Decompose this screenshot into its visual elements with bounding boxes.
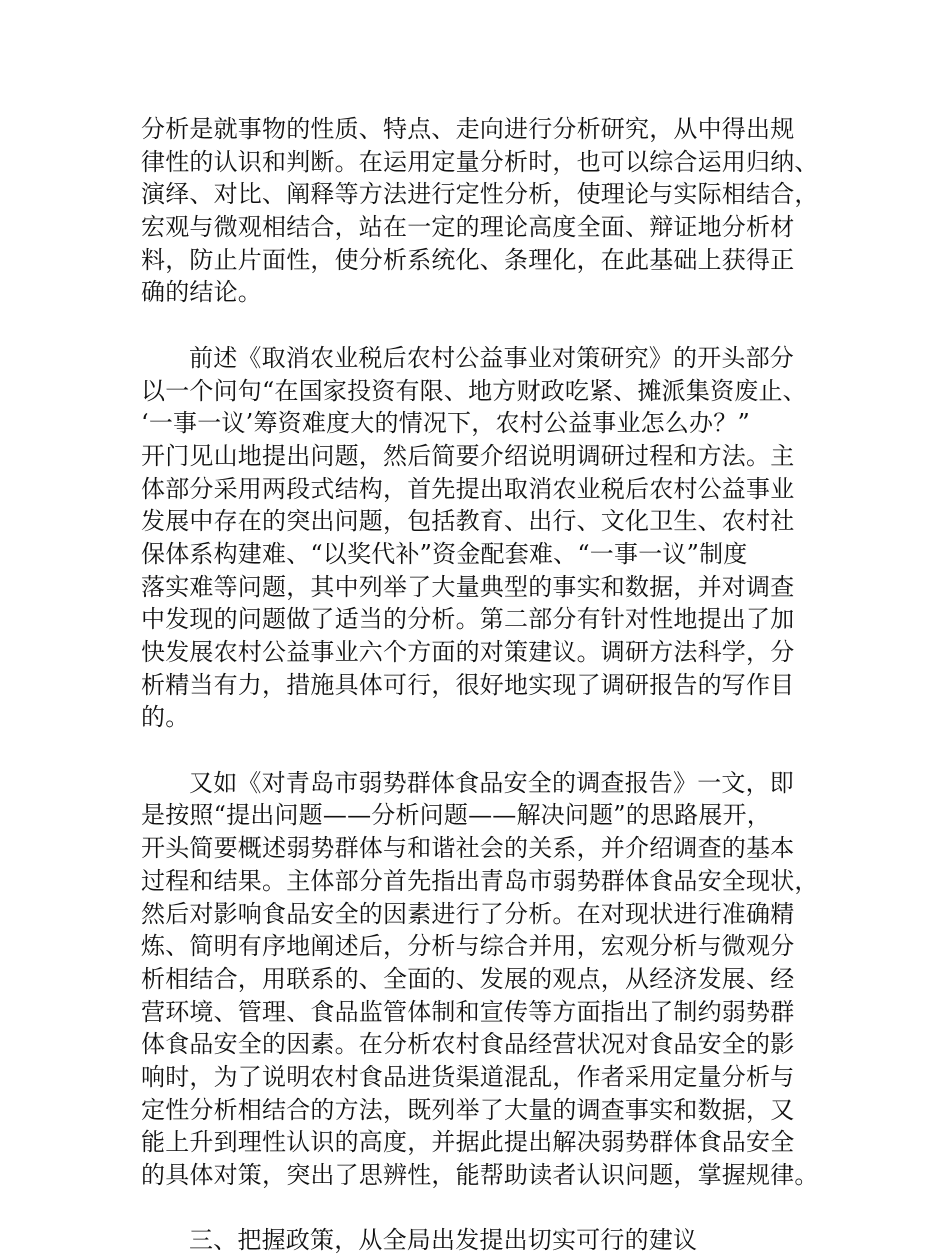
paragraph-1 (141, 113, 831, 309)
paragraph-2 (141, 342, 831, 734)
section-heading (141, 1224, 831, 1257)
text-line: 律性的认识和判断。在运用定量分析时，也可以综合运用归纳、 (141, 147, 819, 176)
text-line: 以一个问句“在国家投资有限、地方财政吃紧、摊派集资废止、 (141, 376, 807, 405)
text-line: 开门见山地提出问题，然后简要介绍说明调研过程和方法。主 (141, 441, 795, 470)
text-line: 营环境、管理、食品监管体制和宣传等方面指出了制约弱势群 (141, 997, 795, 1026)
text-line: 炼、简明有序地阐述后，分析与综合并用，宏观分析与微观分 (141, 932, 795, 961)
text-line: 快发展农村公益事业六个方面的对策建议。调研方法科学，分 (141, 638, 795, 666)
text-line: ‘一事一议’筹资难度大的情况下，农村公益事业怎么办？” (141, 409, 750, 438)
text-line: 发展中存在的突出问题，包括教育、出行、文化卫生、农村社 (141, 507, 795, 536)
text-line: 析相结合，用联系的、全面的、发展的观点，从经济发展、经 (141, 964, 795, 993)
text-line: 开头简要概述弱势群体与和谐社会的关系，并介绍调查的基本 (141, 834, 795, 863)
text-line: 又如《对青岛市弱势群体食品安全的调查报告》一文，即 (189, 768, 794, 797)
text-line: 保体系构建难、“以奖代补”资金配套难、“一事一议”制度 (141, 539, 748, 568)
text-line: 能上升到理性认识的高度，并据此提出解决弱势群体食品安全 (141, 1128, 795, 1157)
text-line: 宏观与微观相结合，站在一定的理论高度全面、辩证地分析材 (141, 213, 795, 242)
text-line: 响时，为了说明农村食品进货渠道混乱，作者采用定量分析与 (141, 1062, 795, 1091)
text-line: 料，防止片面性，使分析系统化、条理化，在此基础上获得正 (141, 245, 795, 274)
text-line: 演绎、对比、阐释等方法进行定性分析，使理论与实际相结合， (141, 180, 819, 209)
text-line: 落实难等问题，其中列举了大量典型的事实和数据，并对调查 (141, 572, 795, 601)
text-line: 析精当有力，措施具体可行，很好地实现了调研报告的写作目 (141, 670, 795, 699)
section-heading-text: 三、把握政策，从全局出发提出切实可行的建议 (189, 1226, 698, 1255)
document-body (141, 113, 831, 1257)
text-line: 体部分采用两段式结构，首先提出取消农业税后农村公益事业 (141, 474, 795, 503)
text-line: 的。 (141, 703, 190, 732)
text-line: 确的结论。 (141, 278, 262, 307)
text-line: 体食品安全的因素。在分析农村食品经营状况对食品安全的影 (141, 1030, 795, 1059)
text-line: 定性分析相结合的方法，既列举了大量的调查事实和数据，又 (141, 1095, 795, 1124)
text-line: 过程和结果。主体部分首先指出青岛市弱势群体食品安全现状， (141, 866, 819, 895)
text-line: 中发现的问题做了适当的分析。第二部分有针对性地提出了加 (141, 605, 795, 634)
paragraph-3 (141, 767, 831, 1192)
text-line: 然后对影响食品安全的因素进行了分析。在对现状进行准确精 (141, 899, 795, 928)
text-line: 分析是就事物的性质、特点、走向进行分析研究，从中得出规 (141, 115, 795, 143)
text-line: 前述《取消农业税后农村公益事业对策研究》的开头部分 (189, 343, 794, 372)
text-line: 是按照“提出问题——分析问题——解决问题”的思路展开， (141, 801, 771, 830)
text-line: 的具体对策，突出了思辨性，能帮助读者认识问题，掌握规律。 (141, 1161, 819, 1189)
